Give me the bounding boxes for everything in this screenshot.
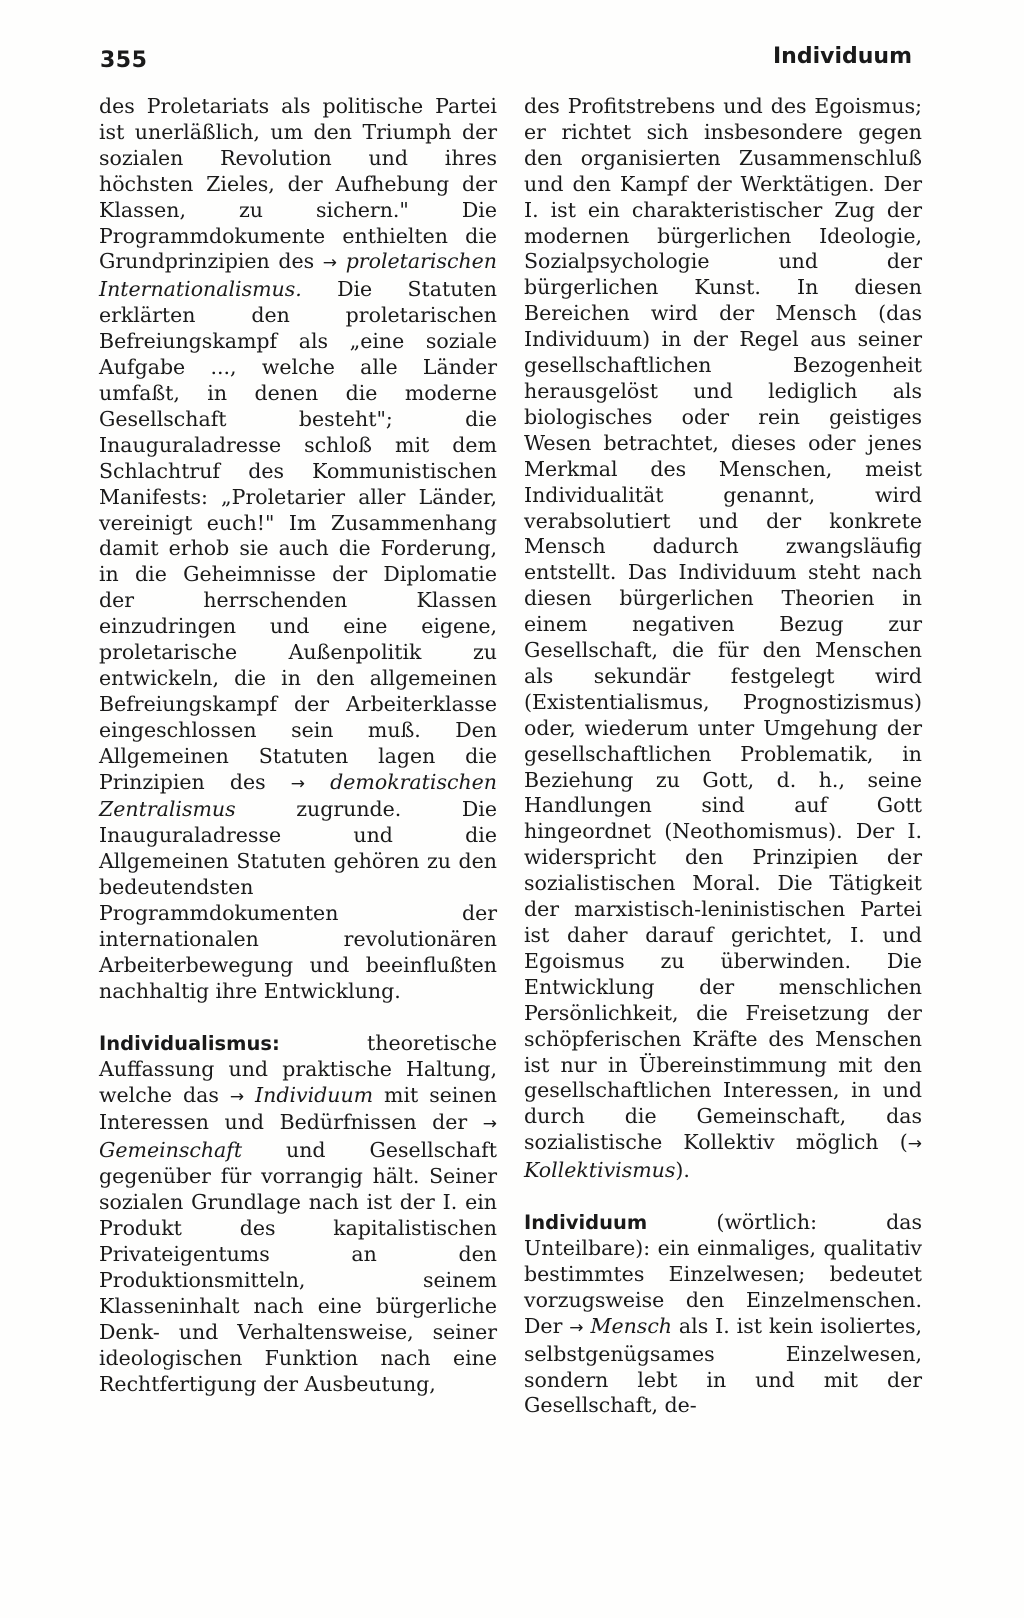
paragraph-continuation	[99, 94, 497, 1005]
cross-reference-arrow-icon: →	[482, 1114, 497, 1135]
dictionary-entry-individuum	[524, 1210, 922, 1419]
running-head: Individuum	[772, 44, 912, 69]
text-run: (wörtlich: das Unteilbare): ein einmaliges, qualitativ bestimmtes Einzelwesen; bedeutet vorzugsweise den Einzelmenschen. Der	[524, 1210, 922, 1338]
cross-reference-arrow-icon: →	[907, 1134, 922, 1155]
text-run: mit seinen Interessen und Bedürfnissen der	[99, 1082, 497, 1135]
dictionary-entry-individualismus	[99, 1031, 497, 1398]
text-run: theoretische Auffassung und praktische Haltung, welche das	[99, 1030, 497, 1107]
entry-lemma: Individuum	[524, 1211, 648, 1235]
text-run: des Proletariats als politische Partei ist unerläßlich, um den Triumph der sozialen Revolution und ihres höchsten Zieles, der Aufhebung der Klassen, zu sichern." Die Programmdokumente enthielten die Grundprinzipien des	[99, 94, 497, 274]
cross-reference: Mensch	[590, 1313, 672, 1338]
cross-reference-arrow-icon: →	[322, 253, 338, 274]
text-run: zugrunde. Die Inauguraladresse und die Allgemeinen Statuten gehören zu den bedeutendsten Programmdokumenten der internationalen revolutionären Arbeiterbewegung und beeinflußten nachhaltig ihre Entwicklung.	[99, 797, 497, 1003]
text-run: Die Statuten erklärten den proletarischen Befreiungskampf als „eine soziale Aufgabe ..., welche alle Länder umfaßt, in denen die moderne Gesellschaft besteht"; die Inauguraladresse schloß mit dem Schlachtruf des Kommunistischen Manifests: „Proletarier aller Länder, vereinigt euch!" Im Zusammenhang damit erhob sie auch die Forderung, in die Geheimnisse der Diplomatie der herrschenden Klassen einzudringen und eine eigene, proletarische Außenpolitik zu entwickeln, die in den allgemeinen Befreiungskampf der Arbeiterklasse eingeschlossen sein muß. Den Allgemeinen Statuten lagen die Prinzipien des	[99, 277, 497, 794]
paragraph-continuation	[524, 94, 922, 1184]
cross-reference: demokratischen Zentralismus	[99, 769, 497, 822]
cross-reference: Gemeinschaft	[99, 1138, 243, 1163]
cross-reference: Kollektivismus	[524, 1158, 676, 1183]
cross-reference-arrow-icon: →	[569, 1317, 584, 1338]
text-run: ).	[675, 1158, 690, 1183]
cross-reference: Individuum	[255, 1082, 374, 1107]
right-column	[524, 94, 922, 1419]
text-run: als I. ist kein isoliertes, selbstgenügsames Einzelwesen, sondern lebt in und mit der Gesellschaft, de-	[524, 1313, 922, 1418]
page-number: 355	[100, 48, 148, 73]
text-run: und Gesellschaft gegenüber für vorrangig hält. Seiner sozialen Grundlage nach ist der I. ein Produkt des kapitalistischen Privateigentums an den Produktionsmitteln, seinem Klasseninhalt nach eine bürgerliche Denk- und Verhaltensweise, seiner ideologischen Funktion nach eine Rechtfertigung der Ausbeutung,	[99, 1138, 497, 1396]
cross-reference: proletarischen Internationalismus.	[99, 249, 497, 302]
cross-reference-arrow-icon: →	[229, 1086, 245, 1107]
left-column	[99, 94, 497, 1397]
text-run: des Profitstrebens und des Egoismus; er richtet sich insbesondere gegen den organisierten Zusammenschluß und den Kampf der Werktätigen. Der I. ist ein charakteristischer Zug der modernen bürgerlichen Ideologie, Sozialpsychologie und der bürgerlichen Kunst. In diesen Bereichen wird der Mensch (das Individuum) in der Regel aus seiner gesellschaftlichen Bezogenheit herausgelöst und lediglich als biologisches oder rein geistiges Wesen betrachtet, dieses oder jenes Merkmal des Menschen, meist Individualität genannt, wird verabsolutiert und der konkrete Mensch dadurch zwangsläufig entstellt. Das Individuum steht nach diesen bürgerlichen Theorien in einem negativen Bezug zur Gesellschaft, die für den Menschen als sekundär festgelegt wird (Existentialismus, Prognostizismus) oder, wiederum unter Umgehung der gesellschaftlichen Problematik, in Beziehung zu Gott, d. h., seine Handlungen sind auf Gott hingeordnet (Neothomismus). Der I. widerspricht den Prinzipien der sozialistischen Moral. Die Tätigkeit der marxistisch-leninistischen Partei ist daher darauf gerichtet, I. und Egoismus zu überwinden. Die Entwicklung der menschlichen Persönlichkeit, die Freisetzung der schöpferischen Kräfte des Menschen ist nur in Übereinstimmung mit den gesellschaftlichen Interessen, in und durch die Gemeinschaft, das sozialistische Kollektiv möglich (	[524, 94, 922, 1155]
cross-reference-arrow-icon: →	[290, 773, 306, 794]
entry-lemma: Individualismus:	[99, 1031, 280, 1055]
